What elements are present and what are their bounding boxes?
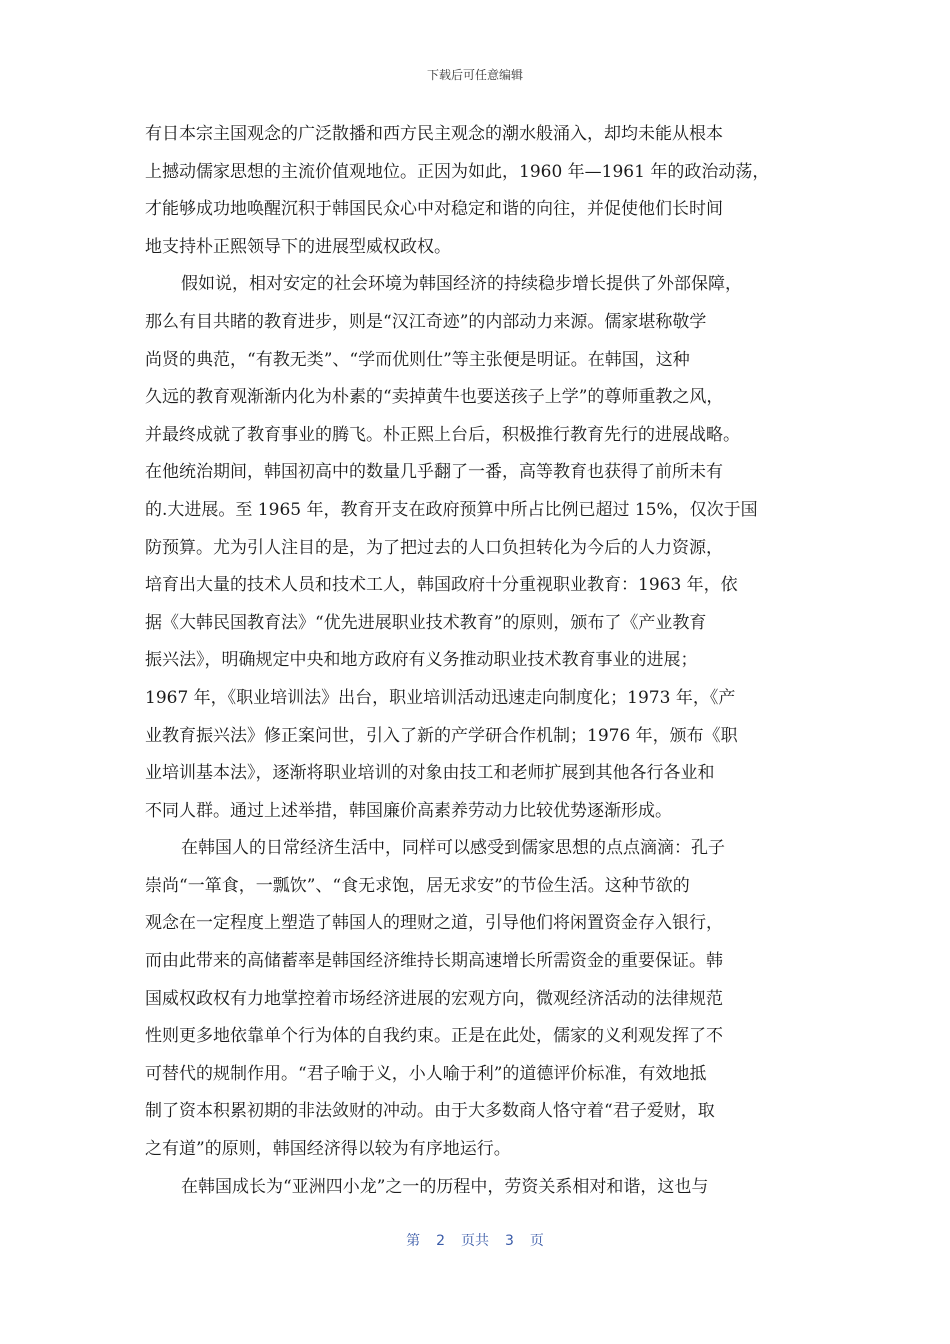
text-line: 那么有目共睹的教育进步，则是“汉江奇迹”的内部动力来源。儒家堪称敬学 [145, 311, 707, 332]
document-body [145, 116, 815, 1206]
footer-total-pages: 3 [505, 1233, 514, 1249]
text-line: 地支持朴正熙领导下的进展型威权政权。 [145, 236, 451, 257]
text-line: 的.大进展。至 1965 年，教育开支在政府预算中所占比例已超过 15%，仅次于国 [145, 499, 758, 520]
footer-label-di: 第 [406, 1233, 421, 1249]
text-line: 尚贤的典范，“有教无类”、“学而优则仕”等主张便是明证。在韩国，这种 [145, 349, 690, 370]
footer-label-ye-gong: 页共 [461, 1233, 489, 1249]
text-line: 业培训基本法》，逐渐将职业培训的对象由技工和老师扩展到其他各行各业和 [145, 763, 715, 784]
text-line: 制了资本积累初期的非法敛财的冲动。由于大多数商人恪守着“君子爱财，取 [145, 1101, 715, 1122]
text-line: 而由此带来的高储蓄率是韩国经济维持长期高速增长所需资金的重要保证。韩 [145, 951, 723, 972]
paragraph [145, 830, 815, 1168]
text-line: 振兴法》，明确规定中央和地方政府有义务推动职业技术教育事业的进展； [145, 650, 698, 671]
text-line: 可替代的规制作用。“君子喻于义，小人喻于利”的道德评价标准，有效地抵 [145, 1063, 707, 1084]
text-line: 假如说，相对安定的社会环境为韩国经济的持续稳步增长提供了外部保障， [181, 274, 742, 295]
text-line: 据《大韩民国教育法》“优先进展职业技术教育”的原则，颁布了《产业教育 [145, 612, 707, 633]
paragraph [145, 1169, 815, 1207]
text-line: 在韩国成长为“亚洲四小龙”之一的历程中，劳资关系相对和谐，这也与 [181, 1176, 709, 1197]
text-line: 之有道”的原则，韩国经济得以较为有序地运行。 [145, 1139, 511, 1160]
text-line: 并最终成就了教育事业的腾飞。朴正熙上台后，积极推行教育先行的进展战略。 [145, 424, 740, 445]
text-line: 国威权政权有力地掌控着市场经济进展的宏观方向，微观经济活动的法律规范 [145, 988, 723, 1009]
page-header: 下载后可任意编辑 [426, 68, 523, 82]
text-line: 业教育振兴法》修正案问世，引入了新的产学研合作机制；1976 年，颁布《职 [145, 725, 738, 746]
paragraph [145, 266, 815, 830]
text-line: 防预算。尤为引人注目的是，为了把过去的人口负担转化为今后的人力资源， [145, 537, 723, 558]
paragraph [145, 116, 815, 266]
text-line: 1967 年，《职业培训法》出台，职业培训活动迅速走向制度化；1973 年，《产 [145, 687, 736, 708]
footer-current-page: 2 [436, 1233, 445, 1249]
footer-label-ye: 页 [529, 1233, 544, 1249]
text-line: 观念在一定程度上塑造了韩国人的理财之道，引导他们将闲置资金存入银行， [145, 913, 723, 934]
text-line: 性则更多地依靠单个行为体的自我约束。正是在此处，儒家的义利观发挥了不 [145, 1026, 723, 1047]
text-line: 培育出大量的技术人员和技术工人，韩国政府十分重视职业教育：1963 年，依 [145, 575, 738, 596]
page-footer [0, 1230, 950, 1250]
text-line: 才能够成功地唤醒沉积于韩国民众心中对稳定和谐的向往，并促使他们长时间 [145, 199, 723, 220]
text-line: 不同人群。通过上述举措，韩国廉价高素养劳动力比较优势逐渐形成。 [145, 800, 672, 821]
text-line: 在韩国人的日常经济生活中，同样可以感受到儒家思想的点点滴滴：孔子 [181, 838, 725, 859]
text-line: 上撼动儒家思想的主流价值观地位。正因为如此，1960 年—1961 年的政治动荡， [145, 161, 770, 182]
text-line: 有日本宗主国观念的广泛散播和西方民主观念的潮水般涌入，却均未能从根本 [145, 124, 723, 144]
text-line: 久远的教育观渐渐内化为朴素的“卖掉黄牛也要送孩子上学”的尊师重教之风， [145, 387, 724, 408]
text-line: 在他统治期间，韩国初高中的数量几乎翻了一番，高等教育也获得了前所未有 [145, 462, 723, 483]
text-line: 崇尚“一箪食，一瓢饮”、“食无求饱，居无求安”的节俭生活。这种节欲的 [145, 875, 690, 896]
